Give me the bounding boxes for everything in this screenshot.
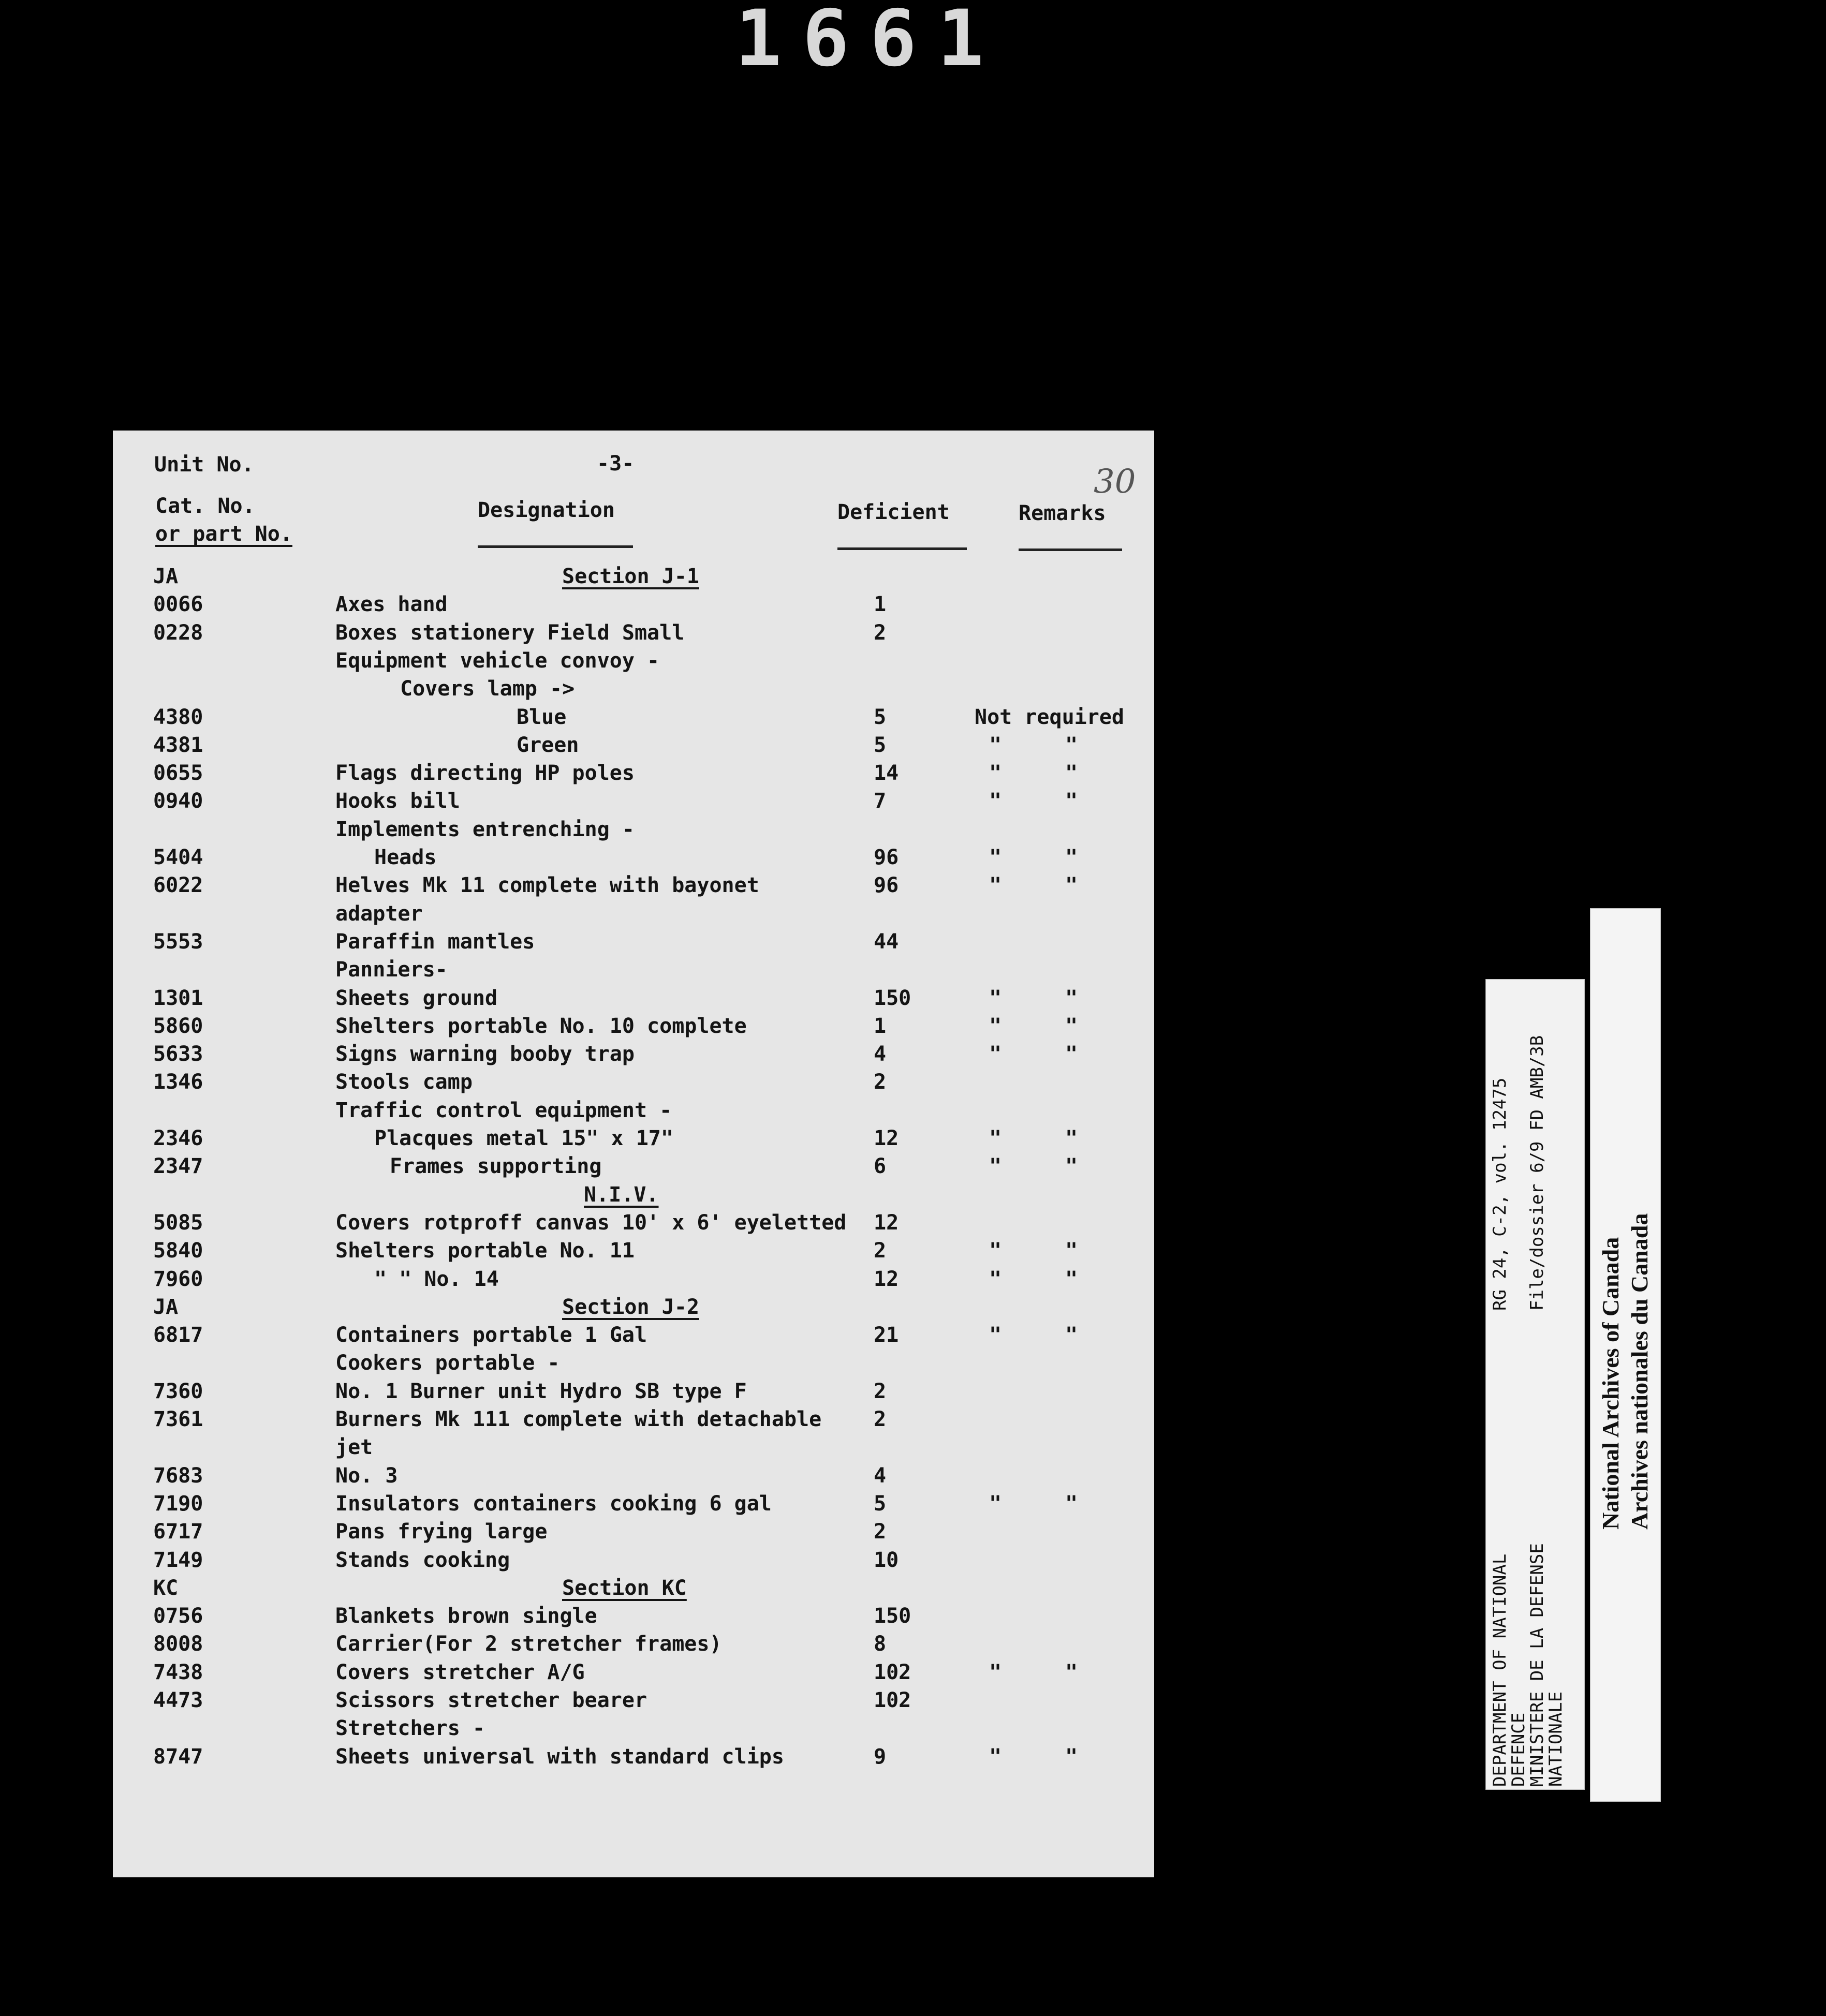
row-designation: Boxes stationery Field Small [335,621,685,645]
row-remarks-ditto: " [1065,1154,1078,1178]
row-deficient: 44 [874,930,899,954]
row-designation: Implements entrenching - [335,818,635,841]
row-designation: Heads [374,846,437,869]
header-designation: Designation [478,498,615,522]
row-designation: Covers rotproff canvas 10' x 6' eyeletted [335,1211,847,1235]
row-deficient: 102 [874,1661,911,1684]
row-cat-no: 0066 [153,592,203,616]
row-deficient: 4 [874,1464,887,1488]
label-nationale: NATIONALE [1545,1691,1566,1787]
row-designation: No. 1 Burner unit Hydro SB type F [335,1380,747,1403]
row-cat-no: 8747 [153,1745,203,1769]
row-cat-no: 5553 [153,930,203,954]
row-remarks-ditto: " [1065,1239,1078,1263]
handwritten-page-mark: 30 [1094,463,1136,501]
row-remarks-ditto: " [1065,761,1078,785]
row-designation: Containers portable 1 Gal [335,1323,647,1347]
row-remarks: Not required [975,705,1124,729]
header-deficient: Deficient [837,500,950,524]
row-remarks-ditto: " [989,1492,1002,1516]
row-deficient: 2 [874,1407,887,1431]
row-cat-no: 5840 [153,1239,203,1263]
row-remarks-ditto: " [989,1126,1002,1150]
row-deficient: 12 [874,1126,899,1150]
row-designation: Stands cooking [335,1548,510,1572]
row-cat-no: 0756 [153,1604,203,1628]
row-designation: Shelters portable No. 10 complete [335,1014,747,1038]
row-deficient: 6 [874,1154,887,1178]
row-cat-no: 7360 [153,1380,203,1403]
header-remarks-rule [1019,549,1122,551]
row-deficient: 150 [874,986,911,1010]
row-cat-no: KC [153,1576,179,1600]
section-heading: Section J-2 [562,1295,699,1319]
row-deficient: 102 [874,1688,911,1712]
label-rg-reference: RG 24, C-2, vol. 12475 [1490,1077,1510,1311]
national-archives-card [1590,908,1661,1802]
row-remarks-ditto: " [1065,846,1078,869]
row-designation: Flags directing HP poles [335,761,635,785]
row-designation: No. 3 [335,1464,398,1488]
row-designation: Equipment vehicle convoy - [335,649,660,673]
archives-english: National Archives of Canada [1597,1237,1624,1530]
row-designation: Blankets brown single [335,1604,597,1628]
row-deficient: 21 [874,1323,899,1347]
row-designation: Stretchers - [335,1716,485,1740]
row-remarks-ditto: " [1065,1014,1078,1038]
row-designation: Stools camp [335,1070,473,1094]
row-designation: Sheets ground [335,986,498,1010]
header-cat-no: Cat. No. [155,494,255,518]
row-designation: Signs warning booby trap [335,1042,635,1066]
row-deficient: 150 [874,1604,911,1628]
row-remarks-ditto: " [1065,1492,1078,1516]
section-heading: Section J-1 [562,565,699,588]
row-remarks-ditto: " [989,1661,1002,1684]
row-remarks-ditto: " [989,1042,1002,1066]
row-remarks-ditto: " [989,1154,1002,1178]
row-remarks-ditto: " [1065,789,1078,813]
row-cat-no: JA [153,1295,179,1319]
row-cat-no: 7361 [153,1407,203,1431]
section-heading: Section KC [562,1576,687,1600]
row-designation: Green [517,733,579,757]
row-cat-no: 5860 [153,1014,203,1038]
row-cat-no: 4380 [153,705,203,729]
row-remarks-ditto: " [989,1323,1002,1347]
row-designation: Insulators containers cooking 6 gal [335,1492,772,1516]
row-deficient: 96 [874,873,899,897]
row-remarks-ditto: " [989,789,1002,813]
row-designation: jet [335,1435,373,1459]
row-remarks-ditto: " [1065,986,1078,1010]
header-designation-rule [478,545,633,548]
reel-number: 1661 [735,0,1005,84]
header-part-no: or part No. [155,522,292,546]
section-heading: N.I.V. [584,1183,659,1207]
header-deficient-rule [837,547,967,550]
row-cat-no: 7190 [153,1492,203,1516]
row-cat-no: 0655 [153,761,203,785]
archive-reference-label [1485,979,1585,1790]
row-cat-no: 4473 [153,1688,203,1712]
row-cat-no: 7438 [153,1661,203,1684]
row-designation: Covers lamp -> [400,677,575,701]
row-cat-no: 1301 [153,986,203,1010]
row-remarks-ditto: " [989,986,1002,1010]
row-cat-no: 1346 [153,1070,203,1094]
row-cat-no: 0940 [153,789,203,813]
row-deficient: 12 [874,1211,899,1235]
document-sheet [113,431,1154,1877]
row-designation: Hooks bill [335,789,460,813]
label-ministere: MINISTERE DE LA DEFENSE [1527,1543,1548,1787]
row-remarks-ditto: " [989,1014,1002,1038]
row-designation: adapter [335,902,423,926]
row-remarks-ditto: " [989,1745,1002,1769]
row-deficient: 5 [874,733,887,757]
row-deficient: 7 [874,789,887,813]
row-remarks-ditto: " [1065,1042,1078,1066]
row-cat-no: 6717 [153,1520,203,1544]
row-designation: Pans frying large [335,1520,548,1544]
row-remarks-ditto: " [1065,1126,1078,1150]
row-designation: Helves Mk 11 complete with bayonet [335,873,759,897]
row-cat-no: 2347 [153,1154,203,1178]
row-cat-no: 7683 [153,1464,203,1488]
row-remarks-ditto: " [989,761,1002,785]
label-dept: DEPARTMENT OF NATIONAL [1490,1553,1510,1787]
row-deficient: 1 [874,1014,887,1038]
row-deficient: 2 [874,1070,887,1094]
row-deficient: 4 [874,1042,887,1066]
row-designation: Placques metal 15" x 17" [374,1126,673,1150]
row-cat-no: JA [153,565,179,588]
row-deficient: 2 [874,1380,887,1403]
row-designation: Panniers- [335,958,448,982]
row-designation: " " No. 14 [374,1267,499,1291]
row-remarks-ditto: " [1065,1745,1078,1769]
row-designation: Sheets universal with standard clips [335,1745,784,1769]
row-deficient: 1 [874,592,887,616]
row-deficient: 2 [874,1520,887,1544]
row-designation: Carrier(For 2 stretcher frames) [335,1632,722,1656]
row-remarks-ditto: " [989,733,1002,757]
row-deficient: 10 [874,1548,899,1572]
row-designation: Blue [517,705,567,729]
unit-no-label: Unit No. [154,453,254,477]
row-designation: Frames supporting [390,1154,602,1178]
row-deficient: 5 [874,705,887,729]
row-remarks-ditto: " [1065,733,1078,757]
archives-french: Archives nationales du Canada [1626,1213,1653,1530]
row-cat-no: 7149 [153,1548,203,1572]
row-deficient: 5 [874,1492,887,1516]
row-cat-no: 5085 [153,1211,203,1235]
row-cat-no: 6817 [153,1323,203,1347]
row-cat-no: 0228 [153,621,203,645]
label-defence: DEFENCE [1508,1712,1529,1787]
row-remarks-ditto: " [1065,1661,1078,1684]
page-number: -3- [597,452,635,476]
row-remarks-ditto: " [989,1239,1002,1263]
row-remarks-ditto: " [989,846,1002,869]
row-remarks-ditto: " [989,1267,1002,1291]
header-remarks: Remarks [1019,501,1106,525]
row-designation: Axes hand [335,592,448,616]
row-deficient: 9 [874,1745,887,1769]
row-designation: Scissors stretcher bearer [335,1688,647,1712]
row-cat-no: 8008 [153,1632,203,1656]
row-remarks-ditto: " [989,873,1002,897]
row-deficient: 8 [874,1632,887,1656]
row-designation: Paraffin mantles [335,930,535,954]
row-deficient: 2 [874,621,887,645]
row-designation: Burners Mk 111 complete with detachable [335,1407,822,1431]
row-deficient: 2 [874,1239,887,1263]
row-cat-no: 2346 [153,1126,203,1150]
row-designation: Covers stretcher A/G [335,1661,585,1684]
row-designation: Shelters portable No. 11 [335,1239,635,1263]
row-remarks-ditto: " [1065,1323,1078,1347]
row-deficient: 14 [874,761,899,785]
row-remarks-ditto: " [1065,873,1078,897]
row-deficient: 96 [874,846,899,869]
row-remarks-ditto: " [1065,1267,1078,1291]
row-cat-no: 7960 [153,1267,203,1291]
row-designation: Cookers portable - [335,1351,560,1375]
row-cat-no: 6022 [153,873,203,897]
row-cat-no: 5633 [153,1042,203,1066]
row-deficient: 12 [874,1267,899,1291]
row-cat-no: 5404 [153,846,203,869]
row-cat-no: 4381 [153,733,203,757]
label-file-reference: File/dossier 6/9 FD AMB/3B [1527,1035,1548,1311]
row-designation: Traffic control equipment - [335,1099,672,1122]
